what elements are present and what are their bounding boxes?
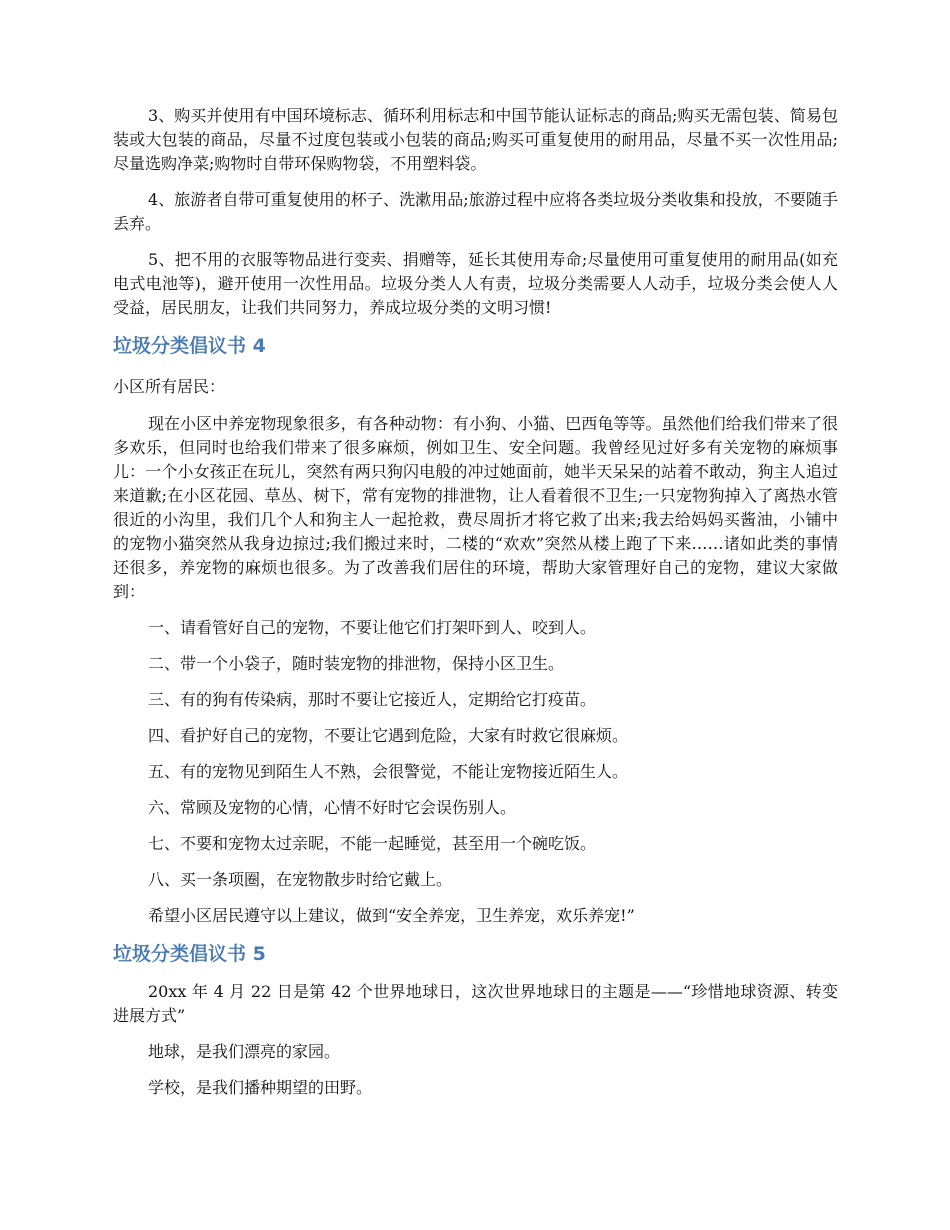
paragraph-item-3: 3、购买并使用有中国环境标志、循环利用标志和中国节能认证标志的商品;购买无需包装、简易包装或大包装的商品，尽量不过度包装或小包装的商品;购买可重复使用的耐用品，尽量不买一次性用品;尽量选购净菜;购物时自带环保购物袋，不用塑料袋。: [113, 106, 838, 173]
salutation: 小区所有居民：: [113, 377, 226, 396]
section4-body: 现在小区中养宠物现象很多，有各种动物：有小狗、小猫、巴西龟等等。虽然他们给我们带来了很多欢乐，但同时也给我们带来了很多麻烦，例如卫生、安全问题。我曾经见过好多有关宠物的麻烦事儿：一个小女孩正在玩儿，突然有两只狗闪电般的冲过她面前，她半天呆呆的站着不敢动，狗主人追过来道歉;在小区花园、草丛、树下，常有宠物的排泄物，让人看着很不卫生;一只宠物狗掉入了离热水管很近的小沟里，我们几个人和狗主人一起抢救，费尽周折才将它救了出来;我去给妈妈买酱油，小铺中的宠物小猫突然从我身边掠过;我们搬过来时，二楼的“欢欢”突然从楼上跑了下来……诸如此类的事情还很多，养宠物的麻烦也很多。为了改善我们居住的环境，帮助大家管理好自己的宠物，建议大家做到：: [113, 414, 838, 601]
list-item: 六、常顾及宠物的心情，心情不好时它会误伤别人。: [148, 798, 517, 817]
section-heading-5: 垃圾分类倡议书 5: [113, 943, 266, 965]
paragraph-item-4: 4、旅游者自带可重复使用的杯子、洗漱用品;旅游过程中应将各类垃圾分类收集和投放，不要随手丢弃。: [113, 190, 838, 233]
list-item: 一、请看管好自己的宠物，不要让他它们打架吓到人、咬到人。: [148, 618, 597, 637]
section5-paragraph: 地球，是我们漂亮的家园。: [148, 1042, 341, 1061]
document-page: [113, 104, 838, 1112]
list-item: 八、买一条项圈，在宠物散步时给它戴上。: [148, 870, 453, 889]
list-item: 二、带一个小袋子，随时装宠物的排泄物，保持小区卫生。: [148, 654, 565, 673]
list-item: 七、不要和宠物太过亲昵，不能一起睡觉，甚至用一个碗吃饭。: [148, 834, 597, 853]
section-heading-4: 垃圾分类倡议书 4: [113, 335, 266, 357]
list-item: 五、有的宠物见到陌生人不熟，会很警觉，不能让宠物接近陌生人。: [148, 762, 629, 781]
section5-paragraph: 学校，是我们播种期望的田野。: [148, 1078, 373, 1097]
section5-paragraph: 20xx 年 4 月 22 日是第 42 个世界地球日，这次世界地球日的主题是——“珍惜地球资源、转变进展方式”: [113, 982, 838, 1025]
list-item: 四、看护好自己的宠物，不要让它遇到危险，大家有时救它很麻烦。: [148, 726, 629, 745]
section4-closing: 希望小区居民遵守以上建议，做到“安全养宠，卫生养宠，欢乐养宠!”: [148, 906, 635, 925]
paragraph-item-5: 5、把不用的衣服等物品进行变卖、捐赠等，延长其使用寿命;尽量使用可重复使用的耐用品(如充电式电池等)，避开使用一次性用品。垃圾分类人人有责，垃圾分类需要人人动手，垃圾分类会使人人受益，居民朋友，让我们共同努力，养成垃圾分类的文明习惯!: [113, 250, 838, 317]
list-item: 三、有的狗有传染病，那时不要让它接近人，定期给它打疫苗。: [148, 690, 597, 709]
